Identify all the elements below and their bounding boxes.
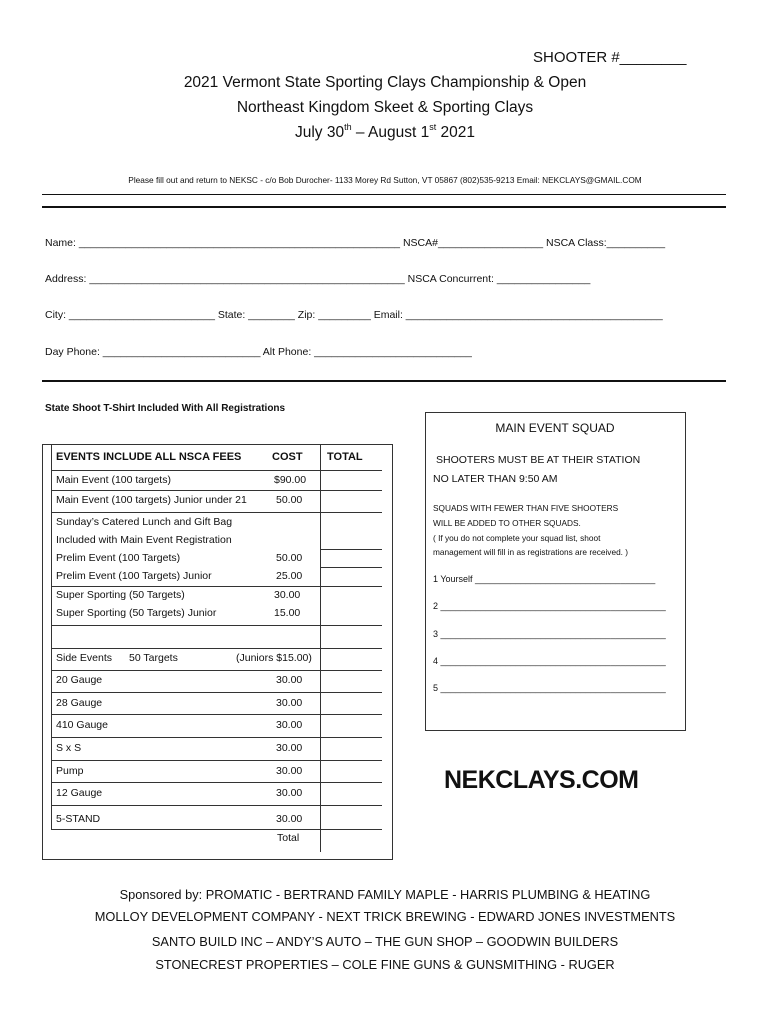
sponsors-line: Sponsored by: PROMATIC - BERTRAND FAMILY MAPLE - HARRIS PLUMBING & HEATING xyxy=(119,887,651,902)
sponsors-line: STONECREST PROPERTIES – COLE FINE GUNS & GUNSMITHING - RUGER xyxy=(155,957,615,972)
row-line xyxy=(51,470,382,471)
row-line xyxy=(320,549,382,550)
phone-field[interactable]: Day Phone: ___________________________ Alt Phone: ___________________________ xyxy=(45,346,472,358)
row-line xyxy=(51,692,382,693)
squad-title: MAIN EVENT SQUAD xyxy=(495,421,615,435)
side-events-targets: 50 Targets xyxy=(129,652,178,664)
squad-slot-2[interactable]: 2 _____________________________________________ xyxy=(433,601,666,611)
city-field[interactable]: City: _________________________ State: ________ Zip: _________ Email: ____________________________________________ xyxy=(45,309,663,321)
address-field[interactable]: Address: ______________________________________________________ NSCA Concurrent: ________________ xyxy=(45,273,591,285)
side-row-label: 12 Gauge xyxy=(56,787,103,799)
side-row-label: 410 Gauge xyxy=(56,719,108,731)
side-row-label: S x S xyxy=(56,742,82,754)
name-field[interactable]: Name: _______________________________________________________ NSCA#__________________ NSCA Class:__________ xyxy=(45,237,666,249)
squad-rule-1: SHOOTERS MUST BE AT THEIR STATION xyxy=(436,454,641,466)
squad-note: SQUADS WITH FEWER THAN FIVE SHOOTERS xyxy=(433,503,619,513)
event-row-label: Included with Main Event Registration xyxy=(56,534,232,546)
side-row-cost: 30.00 xyxy=(276,742,303,754)
sponsors-line: SANTO BUILD INC – ANDY’S AUTO – THE GUN SHOP – GOODWIN BUILDERS xyxy=(151,934,619,949)
squad-slot-3[interactable]: 3 _____________________________________________ xyxy=(433,629,666,639)
total-label: Total xyxy=(277,832,300,844)
club-name: Northeast Kingdom Skeet & Sporting Clays xyxy=(236,99,534,116)
side-row-cost: 30.00 xyxy=(276,674,303,686)
side-row-label: Pump xyxy=(56,765,84,777)
tshirt-note: State Shoot T-Shirt Included With All Registrations xyxy=(45,403,286,414)
squad-slot-4[interactable]: 4 _____________________________________________ xyxy=(433,656,666,666)
row-line xyxy=(51,782,382,783)
side-events-juniors: (Juniors $15.00) xyxy=(236,652,312,664)
event-row-label: Main Event (100 targets) Junior under 21 xyxy=(56,494,247,506)
row-line xyxy=(51,490,382,491)
divider-form-bottom xyxy=(42,380,726,382)
squad-note: management will fill in as registrations are received. ) xyxy=(433,547,629,557)
side-row-label: 28 Gauge xyxy=(56,697,103,709)
row-line xyxy=(51,714,382,715)
event-row-cost: 50.00 xyxy=(276,494,303,506)
side-row-label: 20 Gauge xyxy=(56,674,103,686)
squad-note: WILL BE ADDED TO OTHER SQUADS. xyxy=(433,518,581,528)
row-line xyxy=(320,567,382,568)
squad-slot-5[interactable]: 5 _____________________________________________ xyxy=(433,683,666,693)
squad-slot-1[interactable]: 1 Yourself ____________________________________ xyxy=(433,574,656,584)
side-events-label: Side Events xyxy=(56,652,113,664)
total-header: TOTAL xyxy=(327,451,363,463)
row-line xyxy=(51,512,382,513)
row-line xyxy=(51,805,382,806)
row-line xyxy=(51,737,382,738)
side-row-label: 5-STAND xyxy=(56,813,101,825)
event-row-label: Super Sporting (50 Targets) xyxy=(56,589,185,601)
cost-header: COST xyxy=(272,451,303,463)
event-row-label: Super Sporting (50 Targets) Junior xyxy=(56,607,217,619)
divider-top xyxy=(42,194,726,195)
row-line xyxy=(51,760,382,761)
event-row-cost: $90.00 xyxy=(274,474,307,486)
table-divider-events xyxy=(51,444,52,830)
row-line xyxy=(51,648,382,649)
event-row-label: Prelim Event (100 Targets) Junior xyxy=(56,570,212,582)
squad-note: ( If you do not complete your squad list, shoot xyxy=(433,533,601,543)
event-row-label: Sunday’s Catered Lunch and Gift Bag xyxy=(56,516,233,528)
divider-thick xyxy=(42,206,726,208)
shooter-number: SHOOTER #________ xyxy=(533,49,687,66)
squad-rule-2: NO LATER THAN 9:50 AM xyxy=(433,473,558,485)
event-row-cost: 15.00 xyxy=(274,607,301,619)
event-row-cost: 50.00 xyxy=(276,552,303,564)
side-row-cost: 30.00 xyxy=(276,697,303,709)
row-line xyxy=(51,586,382,587)
row-line xyxy=(51,625,382,626)
sponsors-line: MOLLOY DEVELOPMENT COMPANY - NEXT TRICK BREWING - EDWARD JONES INVESTMENTS xyxy=(94,909,676,924)
side-row-cost: 30.00 xyxy=(276,813,303,825)
event-row-cost: 25.00 xyxy=(276,570,303,582)
event-title: 2021 Vermont State Sporting Clays Championship & Open xyxy=(183,74,587,91)
website-link: NEKCLAYS.COM xyxy=(444,766,639,794)
event-dates: July 30th – August 1st 2021 xyxy=(294,122,475,141)
event-row-label: Main Event (100 targets) xyxy=(56,474,171,486)
event-row-label: Prelim Event (100 Targets) xyxy=(56,552,181,564)
side-row-cost: 30.00 xyxy=(276,719,303,731)
event-row-cost: 30.00 xyxy=(274,589,301,601)
side-row-cost: 30.00 xyxy=(276,765,303,777)
row-line xyxy=(51,670,382,671)
side-row-cost: 30.00 xyxy=(276,787,303,799)
row-line xyxy=(51,829,382,830)
events-header: EVENTS INCLUDE ALL NSCA FEES xyxy=(56,451,242,463)
return-instructions: Please fill out and return to NEKSC - c/o Bob Durocher- 1133 Morey Rd Sutton, VT 05867 (802)535-9213 Email: NEKCLAYS@GMAIL.COM xyxy=(128,175,642,185)
